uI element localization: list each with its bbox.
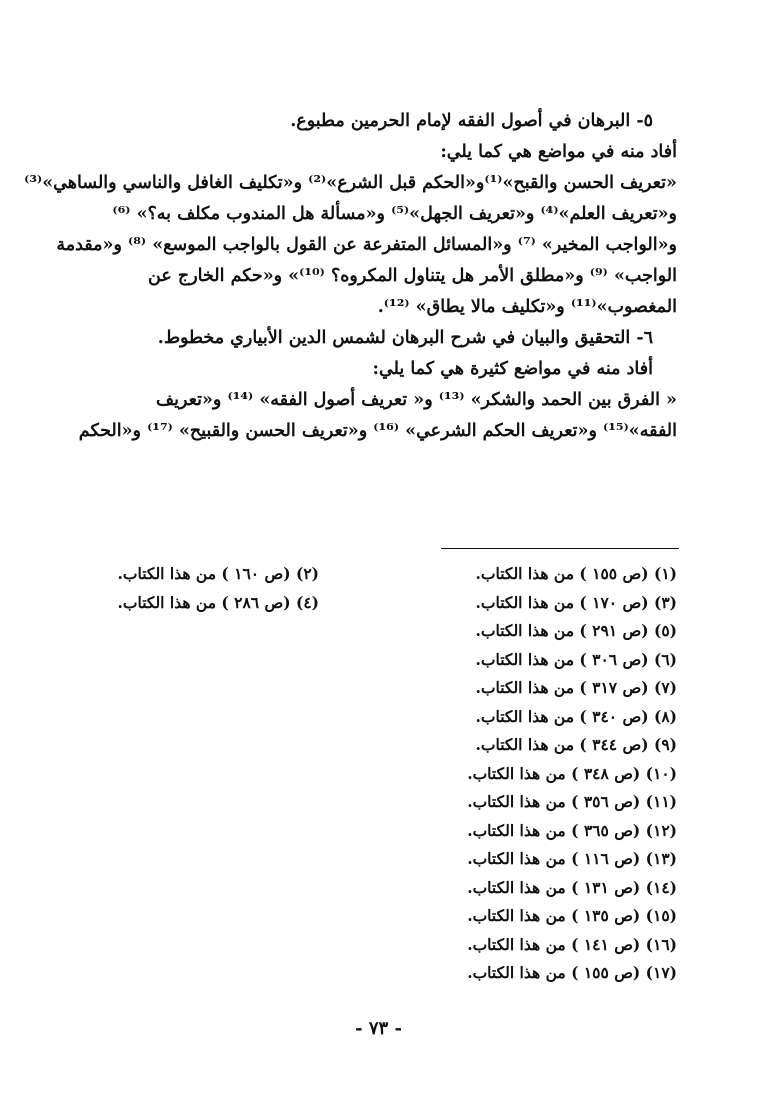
page-number: - ٧٣ - — [355, 1018, 402, 1039]
footnote: (٢) (ص ١٦٠ ) من هذا الكتاب. — [117, 564, 319, 583]
footnote: (٤) (ص ٢٨٦ ) من هذا الكتاب. — [117, 592, 319, 612]
text-line: أفاد منه في مواضع كثيرة هي كما يلي: — [372, 359, 653, 379]
text-line: «تعريف الحسن والقبح»⁽¹⁾و«الحكم قبل الشرع»⁽²⁾ و«تكليف الغافل والناسي والساهي»⁽³⁾ — [24, 173, 677, 193]
footnote: (٣) (ص ١٧٠ ) من هذا الكتاب. — [475, 592, 677, 612]
footnote-separator — [441, 548, 679, 549]
text-line: ٦- التحقيق والبيان في شرح البرهان لشمس الدين الأبياري مخطوط. — [157, 328, 653, 348]
text-line: المغصوب»⁽¹¹⁾ و«تكليف مالا يطاق» ⁽¹²⁾. — [377, 297, 677, 317]
footnote: (٩) (ص ٣٤٤ ) من هذا الكتاب. — [475, 735, 677, 754]
text-line: « الفرق بين الحمد والشكر» ⁽¹³⁾ و« تعريف أصول الفقه» ⁽¹⁴⁾ و«تعريف — [156, 390, 677, 410]
footnote: (٦) (ص ٣٠٦ ) من هذا الكتاب. — [475, 649, 677, 669]
main-text — [24, 106, 677, 447]
text-line: الواجب» ⁽⁹⁾ و«مطلق الأمر هل يتناول المكروه؟ ⁽¹⁰⁾» و«حكم الخارج عن — [148, 266, 677, 286]
footnote: (١٣) (ص ١١٦ ) من هذا الكتاب. — [467, 849, 677, 868]
text-line: و«الواجب المخير» ⁽⁷⁾ و«المسائل المتفرعة عن القول بالواجب الموسع» ⁽⁸⁾ و«مقدمة — [56, 235, 677, 255]
footnotes-left-column — [118, 560, 319, 617]
footnotes-right-column — [467, 560, 677, 988]
footnote: (١٠) (ص ٣٤٨ ) من هذا الكتاب. — [467, 763, 677, 783]
footnote: (١٦) (ص ١٤١ ) من هذا الكتاب. — [467, 934, 677, 954]
footnote: (١٢) (ص ٣٦٥ ) من هذا الكتاب. — [467, 820, 677, 840]
footnote: (٧) (ص ٣١٧ ) من هذا الكتاب. — [475, 678, 677, 697]
text-line: أفاد منه في مواضع هي كما يلي: — [440, 142, 677, 162]
footnote: (٨) (ص ٣٤٠ ) من هذا الكتاب. — [475, 706, 677, 726]
text-line: ٥- البرهان في أصول الفقه لإمام الحرمين مطبوع. — [290, 111, 653, 131]
footnote: (١٥) (ص ١٣٥ ) من هذا الكتاب. — [467, 906, 677, 925]
text-line: و«تعريف العلم»⁽⁴⁾ و«تعريف الجهل»⁽⁵⁾ و«مسألة هل المندوب مكلف به؟» ⁽⁶⁾ — [112, 204, 677, 224]
text-line: الفقه»⁽¹⁵⁾ و«تعريف الحكم الشرعي» ⁽¹⁶⁾ و«تعريف الحسن والقبيح» ⁽¹⁷⁾ و«الحكم — [78, 421, 677, 441]
footnote: (١٧) (ص ١٥٥ ) من هذا الكتاب. — [467, 963, 677, 982]
footnote: (١١) (ص ٣٥٦ ) من هذا الكتاب. — [467, 792, 677, 811]
footnote: (٥) (ص ٢٩١ ) من هذا الكتاب. — [475, 621, 677, 640]
footnote: (١) (ص ١٥٥ ) من هذا الكتاب. — [475, 564, 677, 583]
footnote: (١٤) (ص ١٣١ ) من هذا الكتاب. — [467, 877, 677, 897]
